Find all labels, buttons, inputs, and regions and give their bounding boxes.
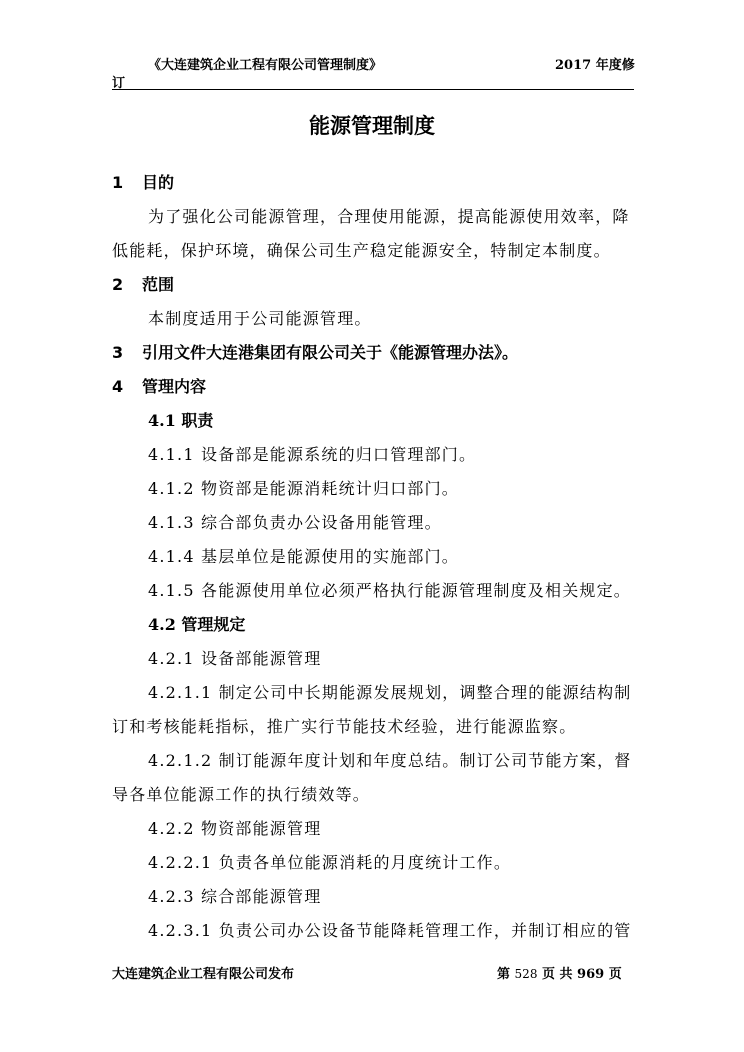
subsection-4-2-heading: 4.2 管理规定 <box>148 615 246 634</box>
item-4-1-4: 4.1.4 基层单位是能源使用的实施部门。 <box>148 547 459 566</box>
item-4-2-1: 4.2.1 设备部能源管理 <box>148 649 322 668</box>
section-2-title: 范围 <box>142 275 175 294</box>
header-title: 《大连建筑企业工程有限公司管理制度》 <box>148 58 383 73</box>
footer-page-info <box>497 963 622 982</box>
section-3-title: 引用文件大连港集团有限公司关于《能源管理办法》。 <box>142 343 519 362</box>
footer-page-prefix: 第 <box>497 967 511 982</box>
section-3-heading <box>112 340 518 363</box>
item-4-1-2: 4.1.2 物资部是能源消耗统计归口部门。 <box>148 479 459 498</box>
footer-page-number: 528 <box>514 967 538 981</box>
footer-page-mid: 页 共 <box>541 967 573 982</box>
item-4-2-3: 4.2.3 综合部能源管理 <box>148 887 322 906</box>
footer-page-suffix: 页 <box>608 967 622 982</box>
header-year: 2017 年度修 <box>555 58 635 73</box>
section-2-number: 2 <box>112 275 124 294</box>
item-4-2-1-1-line-2: 订和考核能耗指标，推广实行节能技术经验，进行能源监察。 <box>112 717 577 736</box>
section-1-title: 目的 <box>142 173 175 192</box>
section-2-heading <box>112 272 174 295</box>
section-3-number: 3 <box>112 343 124 362</box>
header-year-wrap: 订 <box>112 76 126 91</box>
item-4-2-3-1-line-1: 4.2.3.1 负责公司办公设备节能降耗管理工作，并制订相应的管 <box>148 921 632 940</box>
section-1-number: 1 <box>112 173 124 192</box>
footer-page-total: 969 <box>577 967 605 982</box>
item-4-1-3: 4.1.3 综合部负责办公设备用能管理。 <box>148 513 442 532</box>
item-4-2-2: 4.2.2 物资部能源管理 <box>148 819 322 838</box>
document-title: 能源管理制度 <box>309 114 435 138</box>
item-4-1-1: 4.1.1 设备部是能源系统的归口管理部门。 <box>148 445 477 464</box>
section-4-number: 4 <box>112 377 124 396</box>
item-4-1-5: 4.1.5 各能源使用单位必须严格执行能源管理制度及相关规定。 <box>148 581 631 600</box>
item-4-2-1-2-line-1: 4.2.1.2 制订能源年度计划和年度总结。制订公司节能方案，督 <box>148 751 632 770</box>
subsection-4-1-heading: 4.1 职责 <box>148 411 214 430</box>
section-2-paragraph: 本制度适用于公司能源管理。 <box>148 309 372 328</box>
section-1-heading <box>112 170 174 193</box>
footer-publisher: 大连建筑企业工程有限公司发布 <box>112 967 295 982</box>
section-4-heading <box>112 374 206 397</box>
section-1-paragraph-line-1: 为了强化公司能源管理，合理使用能源，提高能源使用效率，降 <box>148 207 630 226</box>
item-4-2-1-2-line-2: 导各单位能源工作的执行绩效等。 <box>112 785 371 804</box>
section-4-title: 管理内容 <box>142 377 207 396</box>
header-rule <box>112 89 634 90</box>
section-1-paragraph-line-2: 低能耗，保护环境，确保公司生产稳定能源安全，特制定本制度。 <box>112 241 611 260</box>
item-4-2-2-1: 4.2.2.1 负责各单位能源消耗的月度统计工作。 <box>148 853 512 872</box>
item-4-2-1-1-line-1: 4.2.1.1 制定公司中长期能源发展规划，调整合理的能源结构制 <box>148 683 632 702</box>
